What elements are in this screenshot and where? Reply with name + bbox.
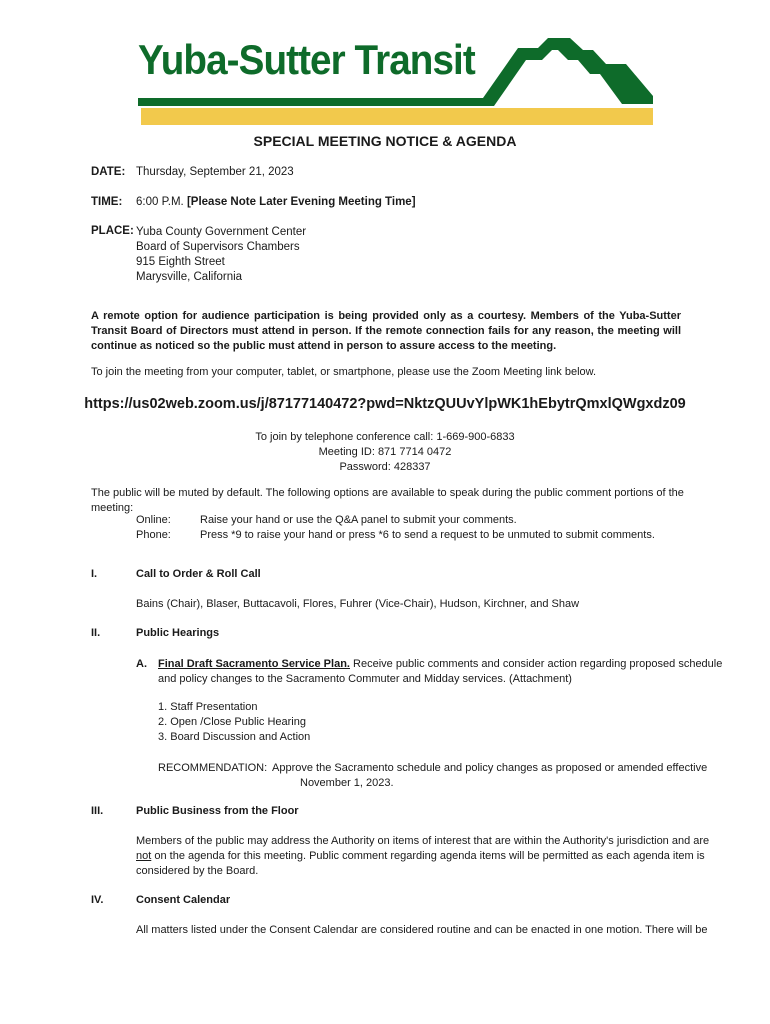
place-line: Board of Supervisors Chambers xyxy=(136,241,300,253)
paragraph-line: Members of the public may address the Authority on items of interest that are within the Authority's jurisdiction and are xyxy=(136,835,710,847)
place-line: Marysville, California xyxy=(136,271,243,283)
meeting-id: Meeting ID: 871 7714 0472 xyxy=(318,446,452,458)
public-business-text xyxy=(136,834,709,879)
recommendation-label: RECOMMENDATION: xyxy=(158,762,268,774)
option-text: Raise your hand or use the Q&A panel to submit your comments. xyxy=(200,514,517,526)
underlined-not: not xyxy=(136,850,152,862)
consent-calendar-text: All matters listed under the Consent Calendar are considered routine and can be enacted in one motion. There will be xyxy=(136,924,708,936)
place-line: 915 Eighth Street xyxy=(136,256,225,268)
meeting-password: Password: 428337 xyxy=(339,461,431,473)
place-address xyxy=(136,225,306,285)
section-number: I. xyxy=(91,568,98,580)
mountain-logo-icon xyxy=(138,28,658,108)
recommendation-text xyxy=(272,761,707,791)
option-label: Online: xyxy=(136,514,171,526)
zoom-meeting-link[interactable]: https://us02web.zoom.us/j/87177140472?pwd=NktzQUUvYlpWK1hEbytrQmxlQWgxdz09 xyxy=(84,396,686,412)
roll-call-members: Bains (Chair), Blaser, Buttacavoli, Flores, Fuhrer (Vice-Chair), Hudson, Kirchner, and Shaw xyxy=(136,598,580,610)
phone-number: To join by telephone conference call: 1-669-900-6833 xyxy=(255,431,515,443)
date-value: Thursday, September 21, 2023 xyxy=(136,166,294,178)
date-label: DATE: xyxy=(91,166,126,178)
place-line: Yuba County Government Center xyxy=(136,226,307,238)
recommendation-line: Approve the Sacramento schedule and policy changes as proposed or amended effective xyxy=(272,762,708,774)
time-label: TIME: xyxy=(91,196,123,208)
section-title: Call to Order & Roll Call xyxy=(136,568,261,580)
paragraph-line: considered by the Board. xyxy=(136,865,259,877)
paragraph-line xyxy=(136,849,709,864)
remote-notice: A remote option for audience participation is being provided only as a courtesy. Members of the Yuba-Sutter Transit Board of Directors must attend in person. If the remote connection fails for any reason, the meeting will continue as noticed so the public must attend in person to assure access to the meeting. xyxy=(91,310,681,352)
step-list xyxy=(158,700,310,745)
logo-text: Yuba-Sutter Transit xyxy=(138,36,475,83)
time-note: [Please Note Later Evening Meeting Time] xyxy=(186,196,416,208)
place-label: PLACE: xyxy=(91,225,134,237)
time-value-group xyxy=(136,196,416,208)
section-title: Consent Calendar xyxy=(136,894,231,906)
join-intro: To join the meeting from your computer, tablet, or smartphone, please use the Zoom Meeting link below. xyxy=(91,366,597,378)
option-text: Press *9 to raise your hand or press *6 to send a request to be unmuted to submit comments. xyxy=(200,529,655,541)
section-title: Public Hearings xyxy=(136,627,220,639)
page-title: SPECIAL MEETING NOTICE & AGENDA xyxy=(253,133,517,149)
muted-notice: The public will be muted by default. The following options are available to speak during the public comment portions of the meeting: xyxy=(91,487,684,514)
section-title: Public Business from the Floor xyxy=(136,805,299,817)
section-number: II. xyxy=(91,627,101,639)
item-a-line2: and policy changes to the Sacramento Commuter and Midday services. (Attachment) xyxy=(158,673,572,685)
paragraph-text: on the agenda for this meeting. Public comment regarding agenda items will be permitted as each agenda item is xyxy=(151,850,705,862)
list-item: 2. Open /Close Public Hearing xyxy=(158,716,306,728)
item-text: Receive public comments and consider action regarding proposed schedule xyxy=(349,658,723,670)
item-a-line1 xyxy=(158,657,722,672)
phone-info xyxy=(0,430,770,475)
list-item: 1. Staff Presentation xyxy=(158,701,258,713)
item-title: Final Draft Sacramento Service Plan. xyxy=(158,658,350,670)
section-number: III. xyxy=(91,805,104,817)
logo-yellow-bar xyxy=(141,108,653,125)
section-number: IV. xyxy=(91,894,104,906)
option-label: Phone: xyxy=(136,529,171,541)
recommendation-line: November 1, 2023. xyxy=(300,777,394,789)
list-item: 3. Board Discussion and Action xyxy=(158,731,311,743)
item-letter: A. xyxy=(136,658,147,670)
time-value: 6:00 P.M. xyxy=(136,196,184,208)
